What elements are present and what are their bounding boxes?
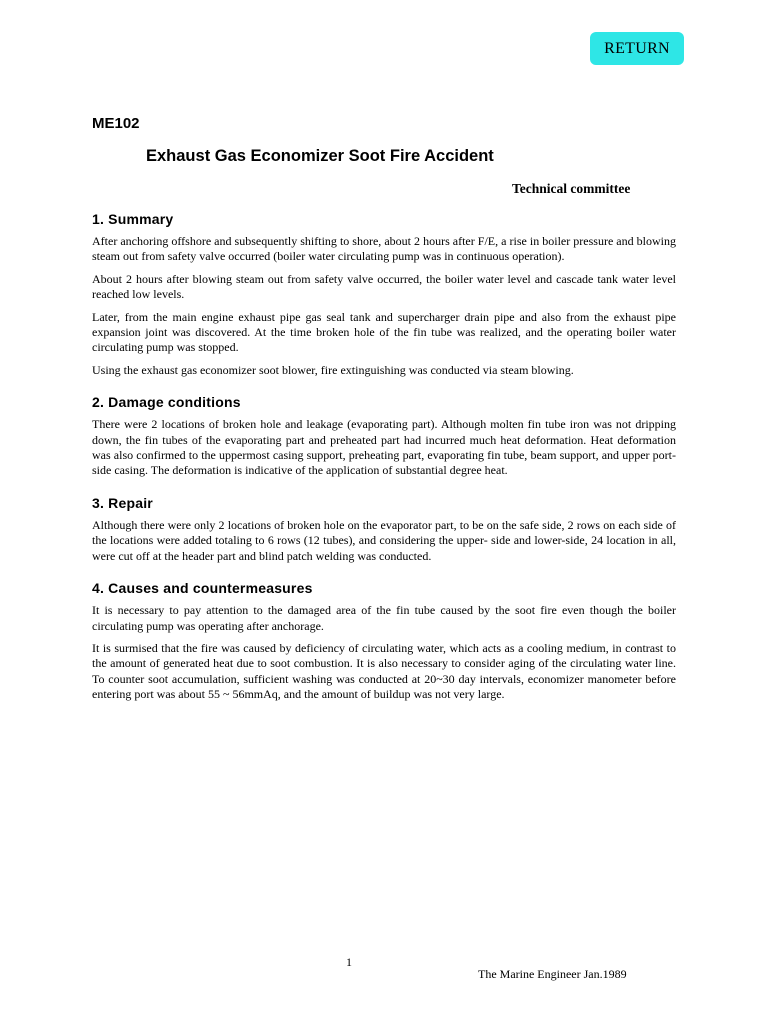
paragraph: It is surmised that the fire was caused by deficiency of circulating water, which acts as a cooling medium, in contrast to the amount of generated heat due to soot combustion. It is also necessary to consider aging of the circulating water line. To counter soot accumulation, sufficient washing was conducted at 20~30 day intervals, economizer manometer before entering port was about 55 ~ 56mmAq, and the amount of buildup was not very large. bbox=[92, 640, 676, 702]
paragraph: It is necessary to pay attention to the damaged area of the fin tube caused by the soot fire even though the boiler circulating pump was operating after anchorage. bbox=[92, 603, 676, 633]
section-causes-countermeasures bbox=[92, 580, 676, 702]
paragraph: Later, from the main engine exhaust pipe gas seal tank and supercharger drain pipe and also from the exhaust pipe expansion joint was discovered. At the time broken hole of the fin tube was realized, and the operating boiler water circulating pump was stopped. bbox=[92, 309, 676, 355]
document-title: Exhaust Gas Economizer Soot Fire Accident bbox=[146, 147, 494, 165]
section-damage-conditions bbox=[92, 394, 676, 479]
footer-source: The Marine Engineer Jan.1989 bbox=[478, 967, 627, 981]
paragraph: Although there were only 2 locations of broken hole on the evaporator part, to be on the safe side, 2 rows on each side of the locations were added totaling to 6 rows (12 tubes), and considering the upper- side and lower-side, 24 location in all, were cut off at the header part and blind patch welding was conducted. bbox=[92, 517, 676, 563]
paragraph: After anchoring offshore and subsequently shifting to shore, about 2 hours after F/E, a rise in boiler pressure and blowing steam out from safety valve occurred (boiler water circulating pump was in continuous operation). bbox=[92, 234, 676, 264]
section-heading: 1. Summary bbox=[92, 211, 174, 227]
return-button[interactable]: RETURN bbox=[590, 32, 684, 65]
page-number: 1 bbox=[346, 955, 352, 969]
paragraph: About 2 hours after blowing steam out from safety valve occurred, the boiler water level and cascade tank water level reached low levels. bbox=[92, 271, 676, 302]
paragraph: There were 2 locations of broken hole and leakage (evaporating part). Although molten fin tube iron was not dripping down, the fin tubes of the evaporating part and preheated part had incurred much heat deformation. Heat deformation was also confirmed to the uppermost casing support, preheating part, evaporating fin tube, beam support, and upper port-side casing. The deformation is indicative of the application of substantial degree heat. bbox=[92, 417, 676, 478]
section-summary bbox=[92, 211, 676, 378]
paragraph: Using the exhaust gas economizer soot blower, fire extinguishing was conducted via steam blowing. bbox=[92, 362, 574, 377]
document-body bbox=[92, 211, 676, 719]
section-repair bbox=[92, 495, 676, 564]
section-heading: 2. Damage conditions bbox=[92, 394, 241, 411]
section-heading: 4. Causes and countermeasures bbox=[92, 580, 313, 597]
document-author: Technical committee bbox=[512, 181, 631, 196]
document-id: ME102 bbox=[92, 115, 140, 132]
section-heading: 3. Repair bbox=[92, 494, 153, 511]
